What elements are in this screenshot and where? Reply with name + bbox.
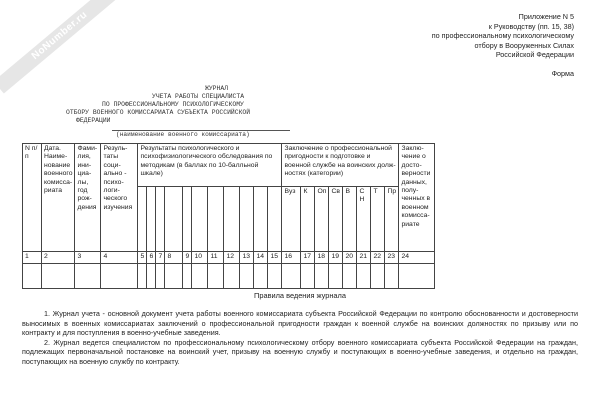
column-number: 10 [192,252,208,264]
header-name: Фамилия, инициалы, год рождения [75,144,101,252]
column-number: 14 [254,252,268,264]
blank-cell [42,264,75,289]
blank-cell [138,264,147,289]
method-col-8 [165,187,183,252]
rules-paragraph: 1. Журнал учета - основной документ учета работы военного комиссариата субъекта Российской Федерации по контролю обоснованности и достоверности выносимых в военных комиссариатах заключений о профессиональной пригодности граждан к военной службе на воинских должностях по призыву или по контракту и для поступления в военно-учебные заведения. [22,309,578,338]
method-col-7 [156,187,165,252]
category-vuz: Вуз [282,187,301,252]
blank-cell [268,264,282,289]
column-number: 19 [329,252,343,264]
header-n: N п/п [23,144,42,252]
column-number: 4 [101,252,138,264]
blank-cell [282,264,301,289]
method-col-10 [192,187,208,252]
blank-cell [371,264,385,289]
appendix-header [432,12,574,79]
column-number: 7 [156,252,165,264]
category-k: К [301,187,315,252]
column-number: 23 [385,252,399,264]
blank-cell [315,264,329,289]
category-pr: Пр [385,187,399,252]
journal-title-line: ОТБОРУ ВОЕННОГО КОМИССАРИАТА СУБЪЕКТА РОССИЙСКОЙ [66,109,251,116]
blank-cell [147,264,156,289]
column-number: 5 [138,252,147,264]
blank-cell [192,264,208,289]
column-number: 6 [147,252,156,264]
appendix-line: к Руководству (пп. 15, 38) [488,21,574,31]
rules-body [22,309,578,367]
watermark: NoNumber.ru [0,0,126,94]
blank-cell [165,264,183,289]
method-col-14 [254,187,268,252]
method-col-6 [147,187,156,252]
blank-cell [301,264,315,289]
journal-table [22,143,435,289]
header-row [23,144,435,187]
category-op: Оп [315,187,329,252]
column-number: 16 [282,252,301,264]
column-number: 15 [268,252,282,264]
column-number: 3 [75,252,101,264]
blank-cell [399,264,435,289]
blank-entry-row [23,264,435,289]
journal-title-line: ФЕДЕРАЦИИ [76,117,111,124]
column-number: 2 [42,252,75,264]
blank-cell [385,264,399,289]
column-number: 22 [371,252,385,264]
column-number: 8 [165,252,183,264]
column-number: 12 [224,252,240,264]
category-sv: Св [329,187,343,252]
header-date: Дата. Наименование военного комиссариата [42,144,75,252]
journal-title-line: ПО ПРОФЕССИОНАЛЬНОМУ ПСИХОЛОГИЧЕСКОМУ [102,101,244,108]
method-col-12 [224,187,240,252]
column-number: 11 [208,252,224,264]
header-reliability: Заключение о достоверности данных, полученных в военном комиссaриате [399,144,435,252]
column-number-row [23,252,435,264]
method-col-11 [208,187,224,252]
method-col-13 [240,187,254,252]
journal-title-line: УЧЕТА РАБОТЫ СПЕЦИАЛИСТА [152,93,245,100]
header-social: Результаты социально - психологического изучения [101,144,138,252]
blank-cell [75,264,101,289]
blank-cell [183,264,192,289]
appendix-line: по профессиональному психологическому [431,31,574,41]
rules-paragraph: 2. Журнал ведется специалистом по профессиональному психологическому отбору военного комиссариата субъекта Российской Федерации на граждан, подлежащих первоначальной постановке на воинский учет, призыву на военную службу и поступающих в военно-учебные заведения, и отдельно на граждан, поступающих на военную службу по контракту. [22,337,578,366]
appendix-line: отбору в Вооруженных Силах [474,40,574,50]
rules-title: Правила ведения журнала [254,291,346,300]
blank-cell [101,264,138,289]
blank-cell [23,264,42,289]
blank-cell [208,264,224,289]
column-number: 20 [343,252,357,264]
appendix-line: Приложение N 5 [518,12,574,21]
blank-cell [343,264,357,289]
appendix-line: Российской Федерации [495,50,574,60]
column-number: 17 [301,252,315,264]
column-number: 1 [23,252,42,264]
blank-cell [357,264,371,289]
journal-title-line: ЖУРНАЛ [205,85,229,92]
header-conclusion: Заключение о профессиональной пригодности к подготовке и военной службе на воинских должностях (категории) [282,144,399,187]
journal-title [40,85,360,125]
category-sn: С Н [357,187,371,252]
column-number: 21 [357,252,371,264]
method-col-5 [138,187,147,252]
category-v: В [343,187,357,252]
column-number: 13 [240,252,254,264]
blank-cell [156,264,165,289]
column-number: 9 [183,252,192,264]
commissariat-caption: (наименование военного комиссариата) [116,131,250,138]
method-col-9 [183,187,192,252]
column-number: 24 [399,252,435,264]
header-psych-results: Результаты психологического и психофизиологического обследования по методикам (в баллах по 10-балльной шкале) [138,144,282,187]
category-t: Т [371,187,385,252]
blank-cell [329,264,343,289]
blank-cell [224,264,240,289]
method-col-15 [268,187,282,252]
column-number: 18 [315,252,329,264]
form-label: Форма [551,68,574,78]
blank-cell [254,264,268,289]
blank-cell [240,264,254,289]
